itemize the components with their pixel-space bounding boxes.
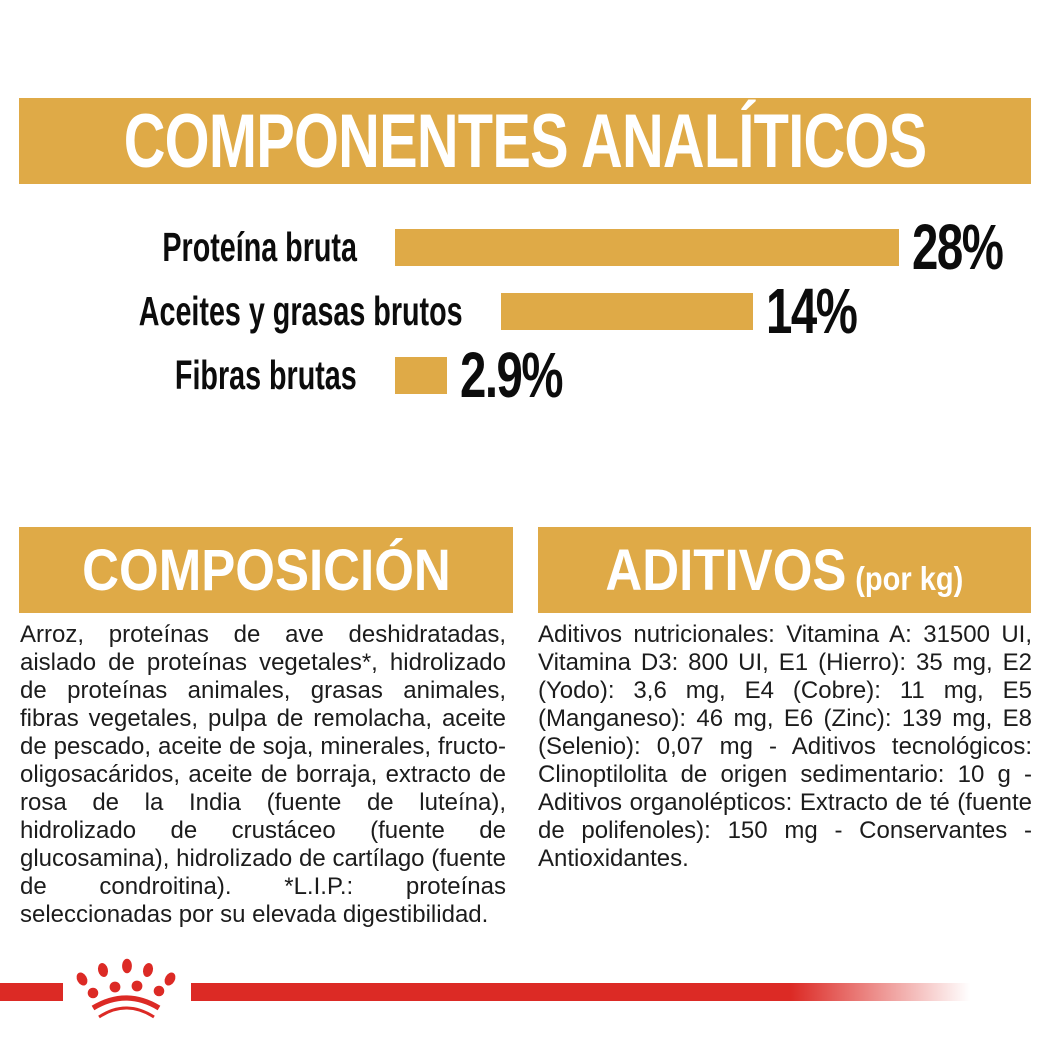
chart-bar-protein bbox=[395, 229, 899, 266]
additives-subtitle: (por kg) bbox=[855, 559, 964, 597]
composition-title: COMPOSICIÓN bbox=[81, 537, 451, 603]
chart-row-fats bbox=[0, 275, 1049, 347]
additives-title: ADITIVOS (por kg) bbox=[605, 537, 964, 603]
chart-row-protein bbox=[0, 211, 1049, 283]
chart-row-fibre bbox=[0, 339, 1049, 411]
chart-label-protein: Proteína bruta bbox=[162, 223, 357, 270]
composition-body: Arroz, proteínas de ave deshidratadas, aislado de proteínas vegetales*, hidrolizado de proteínas animales, grasas animales, fibras vegetales, pulpa de remolacha, aceite de pescado, aceite de soja, minerales, fructo-oligosacáridos, aceite de borraja, extracto de rosa de la India (fuente de luteína), hidrolizado de crustáceo (fuente de glucosamina), hidrolizado de cartílago (fuente de condroitina). *L.I.P.: proteínas seleccionadas por su elevada digestibilidad. bbox=[20, 621, 506, 928]
analytical-components-title: COMPONENTES ANALÍTICOS bbox=[123, 98, 927, 184]
footer-rule-left bbox=[0, 983, 63, 1001]
composition-banner bbox=[19, 527, 513, 613]
additives-banner bbox=[538, 527, 1031, 613]
chart-value-fibre: 2.9% bbox=[460, 339, 563, 411]
additives-body: Aditivos nutricionales: Vitamina A: 31500 UI, Vitamina D3: 800 UI, E1 (Hierro): 35 mg, E2 (Yodo): 3,6 mg, E4 (Cobre): 11 mg, E5 (Manganeso): 46 mg, E6 (Zinc): 139 mg, E8 (Selenio): 0,07 mg - Aditivos tecnológicos: Clinoptilolita de origen sedimentario: 10 g - Aditivos organolépticos: Extracto de té (fuente de polifenoles): 150 mg - Conservantes - Antioxidantes. bbox=[538, 621, 1032, 872]
royal-canin-paw-logo bbox=[66, 954, 186, 1032]
chart-label-fibre: Fibras brutas bbox=[175, 351, 357, 398]
chart-value-fats: 14% bbox=[765, 275, 856, 347]
chart-value-protein: 28% bbox=[912, 211, 1003, 283]
analytical-components-chart bbox=[0, 211, 1049, 411]
analytical-components-banner bbox=[19, 98, 1031, 184]
chart-bar-fats bbox=[501, 293, 753, 330]
footer-rule-right bbox=[191, 983, 970, 1001]
chart-label-fats: Aceites y grasas brutos bbox=[138, 287, 463, 334]
chart-bar-fibre bbox=[395, 357, 447, 394]
